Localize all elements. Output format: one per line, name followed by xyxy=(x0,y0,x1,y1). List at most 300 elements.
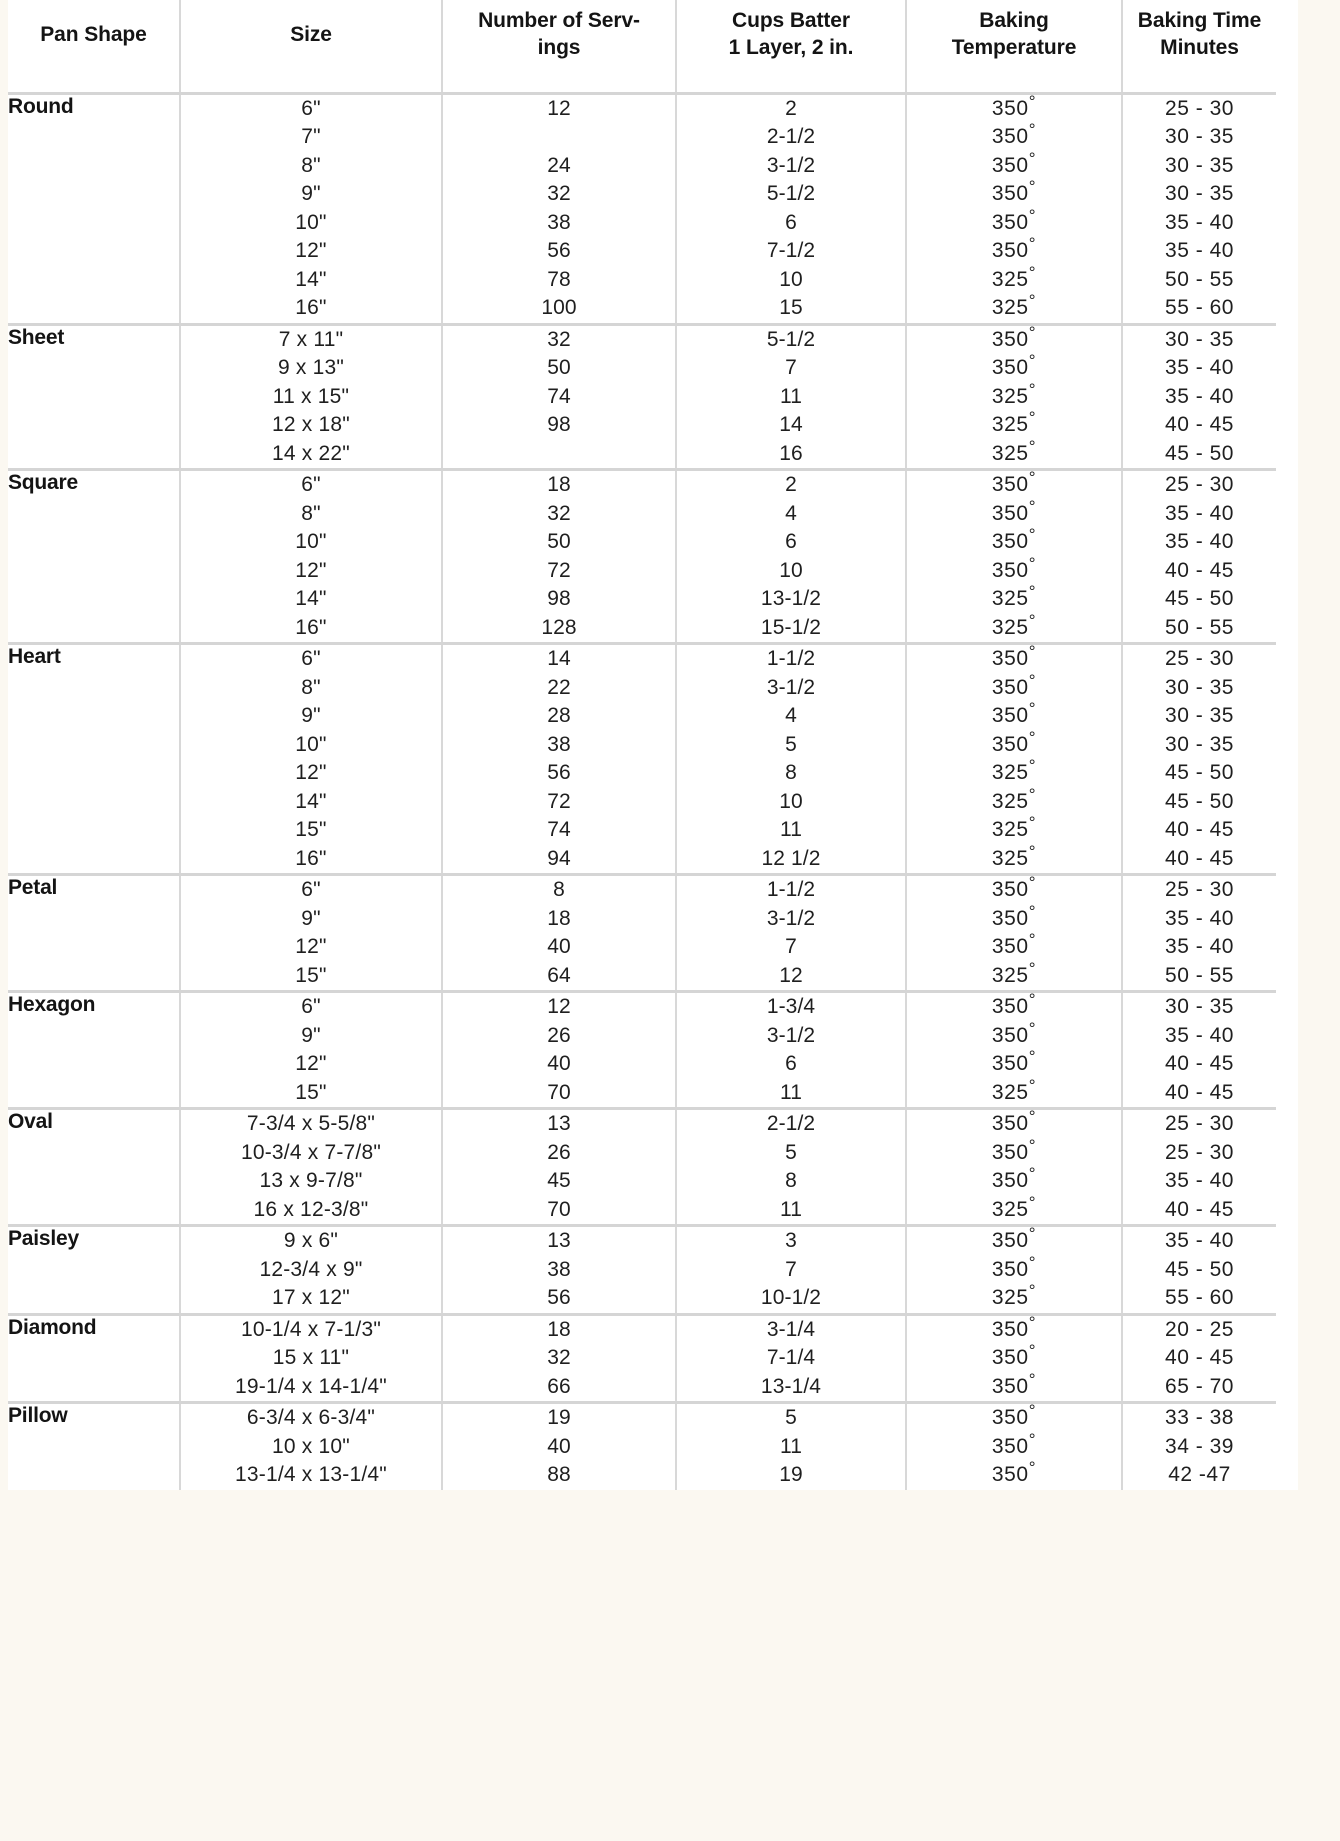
servings-value xyxy=(443,440,675,469)
baking-time-value-group xyxy=(1122,875,1276,992)
baking-time-value: 45 - 50 xyxy=(1165,441,1234,465)
cups-batter-value: 5-1/2 xyxy=(766,182,816,206)
size-value: 9" xyxy=(301,182,321,206)
servings-value: 32 xyxy=(547,1346,571,1370)
degree-symbol-icon: ° xyxy=(1028,873,1037,893)
pan-shape-section xyxy=(8,644,1276,875)
servings-value-group xyxy=(442,644,676,875)
servings-value: 56 xyxy=(547,1286,571,1310)
cups-batter-value: 5 xyxy=(785,732,797,756)
degree-symbol-icon: ° xyxy=(1028,784,1037,804)
cups-batter-value: 3-1/4 xyxy=(766,1317,816,1341)
servings-value: 19 xyxy=(547,1406,571,1430)
baking-time-value: 50 - 55 xyxy=(1165,963,1234,987)
servings-value-group xyxy=(442,324,676,470)
size-value: 9" xyxy=(301,906,321,930)
baking-temperature-value-group xyxy=(906,644,1122,875)
degree-symbol-icon: ° xyxy=(1028,379,1037,399)
servings-value: 98 xyxy=(547,587,571,611)
size-value: 9" xyxy=(301,1023,321,1047)
baking-time-value-group xyxy=(1122,1109,1276,1226)
baking-temperature-value-group xyxy=(906,93,1122,324)
pan-shape-section xyxy=(8,324,1276,470)
degree-symbol-icon: ° xyxy=(1028,1164,1037,1184)
baking-temperature-value: 325° xyxy=(991,1075,1037,1104)
degree-symbol-icon: ° xyxy=(1028,120,1037,140)
baking-time-value: 50 - 55 xyxy=(1165,615,1234,639)
size-value: 17 x 12" xyxy=(272,1286,350,1310)
baking-temperature-value: 350° xyxy=(991,642,1037,671)
baking-time-value: 35 - 40 xyxy=(1165,356,1234,380)
size-value: 19-1/4 x 14-1/4" xyxy=(235,1374,387,1398)
degree-symbol-icon: ° xyxy=(1028,1047,1037,1067)
cups-batter-value: 5-1/2 xyxy=(766,327,816,351)
cups-batter-value-group xyxy=(676,1314,906,1403)
column-header-servings-line2: ings xyxy=(537,35,581,59)
baking-time-value: 35 - 40 xyxy=(1165,1229,1234,1253)
degree-symbol-icon: ° xyxy=(1028,930,1037,950)
column-header-servings-line1: Number of Serv- xyxy=(478,9,640,32)
size-value: 14" xyxy=(295,267,327,291)
baking-temperature-value: 350° xyxy=(991,1312,1037,1341)
servings-value: 38 xyxy=(547,1257,571,1281)
size-value: 15" xyxy=(295,1080,327,1104)
cups-batter-value-group xyxy=(676,1226,906,1315)
cups-batter-value: 7 xyxy=(785,935,797,959)
cups-batter-value: 5 xyxy=(785,1406,797,1430)
cake-pan-baking-chart xyxy=(8,0,1276,1490)
baking-temperature-value: 350° xyxy=(991,468,1037,497)
baking-temperature-value: 350° xyxy=(991,1224,1037,1253)
servings-value-group xyxy=(442,1314,676,1403)
baking-time-value: 40 - 45 xyxy=(1165,1052,1234,1076)
degree-symbol-icon: ° xyxy=(1028,1429,1037,1449)
cups-batter-value-group xyxy=(676,644,906,875)
cups-batter-value: 11 xyxy=(780,1434,802,1458)
cups-batter-value: 19 xyxy=(779,1463,803,1487)
size-value: 15" xyxy=(295,818,327,842)
baking-time-value: 35 - 40 xyxy=(1165,384,1234,408)
size-value-group xyxy=(180,644,442,875)
baking-time-value-group xyxy=(1122,93,1276,324)
degree-symbol-icon: ° xyxy=(1028,1018,1037,1038)
baking-time-value: 45 - 50 xyxy=(1165,1257,1234,1281)
cups-batter-value: 11 xyxy=(780,1080,802,1104)
baking-temperature-value: 325° xyxy=(991,1281,1037,1310)
size-value-group xyxy=(180,93,442,324)
cups-batter-value: 13-1/2 xyxy=(760,587,822,611)
pan-shape-label: Paisley xyxy=(8,1226,180,1315)
degree-symbol-icon: ° xyxy=(1028,582,1037,602)
servings-value: 72 xyxy=(547,789,571,813)
baking-temperature-value: 325° xyxy=(991,958,1037,987)
column-header-temp-line1: Baking xyxy=(979,9,1049,32)
baking-temperature-value: 325° xyxy=(991,262,1037,291)
cups-batter-value: 8 xyxy=(785,1169,797,1193)
degree-symbol-icon: ° xyxy=(1028,525,1037,545)
size-value: 8" xyxy=(301,501,321,525)
cups-batter-value: 13-1/4 xyxy=(760,1374,822,1398)
size-value: 13-1/4 x 13-1/4" xyxy=(235,1463,387,1487)
cups-batter-value: 6 xyxy=(785,210,797,234)
servings-value: 8 xyxy=(553,878,565,902)
cups-batter-value: 4 xyxy=(785,501,797,525)
servings-value: 66 xyxy=(547,1374,571,1398)
size-value: 15 x 11" xyxy=(272,1346,350,1370)
cups-batter-value: 10-1/2 xyxy=(760,1286,822,1310)
baking-time-value: 45 - 50 xyxy=(1165,789,1234,813)
baking-time-value: 35 - 40 xyxy=(1165,1023,1234,1047)
pan-shape-label: Diamond xyxy=(8,1314,180,1403)
degree-symbol-icon: ° xyxy=(1028,351,1037,371)
baking-time-value: 34 - 39 xyxy=(1165,1434,1234,1458)
degree-symbol-icon: ° xyxy=(1028,610,1037,630)
baking-temperature-value: 350° xyxy=(991,553,1037,582)
size-value: 10-3/4 x 7-7/8" xyxy=(240,1140,382,1164)
servings-value: 94 xyxy=(547,846,571,870)
baking-temperature-value: 350° xyxy=(991,351,1037,380)
size-value-group xyxy=(180,1403,442,1490)
baking-time-value: 35 - 40 xyxy=(1165,1169,1234,1193)
baking-temperature-value: 350° xyxy=(991,1458,1037,1487)
baking-time-value-group xyxy=(1122,644,1276,875)
cups-batter-value: 6 xyxy=(785,1052,797,1076)
size-value: 6" xyxy=(301,647,321,671)
servings-value: 26 xyxy=(547,1023,571,1047)
baking-time-value: 30 - 35 xyxy=(1165,327,1234,351)
baking-temperature-value: 350° xyxy=(991,1135,1037,1164)
degree-symbol-icon: ° xyxy=(1028,1075,1037,1095)
size-value: 12" xyxy=(295,239,327,263)
size-value: 10" xyxy=(295,732,327,756)
baking-temperature-value-group xyxy=(906,1109,1122,1226)
column-header-cups-line1: Cups Batter xyxy=(732,9,850,32)
pan-shape-label: Round xyxy=(8,93,180,324)
servings-value: 74 xyxy=(547,818,571,842)
cups-batter-value: 1-1/2 xyxy=(766,878,816,902)
cups-batter-value-group xyxy=(676,875,906,992)
size-value: 14 x 22" xyxy=(272,441,350,465)
servings-value: 40 xyxy=(547,935,571,959)
servings-value: 18 xyxy=(547,906,571,930)
degree-symbol-icon: ° xyxy=(1028,841,1037,861)
servings-value-group xyxy=(442,992,676,1109)
baking-time-value: 30 - 35 xyxy=(1165,995,1234,1019)
degree-symbol-icon: ° xyxy=(1028,291,1037,311)
column-header-cups-line2: 1 Layer, 2 in. xyxy=(728,35,854,59)
degree-symbol-icon: ° xyxy=(1028,1281,1037,1301)
baking-time-value: 55 - 60 xyxy=(1165,296,1234,320)
cups-batter-value: 2 xyxy=(785,473,797,497)
baking-time-value: 35 - 40 xyxy=(1165,210,1234,234)
size-value: 7-3/4 x 5-5/8" xyxy=(246,1112,376,1136)
degree-symbol-icon: ° xyxy=(1028,699,1037,719)
size-value: 10" xyxy=(295,530,327,554)
baking-time-value-group xyxy=(1122,470,1276,644)
pan-shape-section xyxy=(8,875,1276,992)
baking-temperature-value: 325° xyxy=(991,379,1037,408)
pan-shape-section xyxy=(8,93,1276,324)
cups-batter-value-group xyxy=(676,470,906,644)
cups-batter-value: 5 xyxy=(785,1140,797,1164)
size-value: 12" xyxy=(295,761,327,785)
degree-symbol-icon: ° xyxy=(1028,1369,1037,1389)
cups-batter-value: 6 xyxy=(785,530,797,554)
servings-value: 88 xyxy=(547,1463,571,1487)
baking-time-value: 45 - 50 xyxy=(1165,761,1234,785)
servings-value: 74 xyxy=(547,384,571,408)
size-value: 7 x 11" xyxy=(278,327,344,351)
size-value: 12" xyxy=(295,558,327,582)
degree-symbol-icon: ° xyxy=(1028,91,1037,111)
degree-symbol-icon: ° xyxy=(1028,990,1037,1010)
cups-batter-value: 10 xyxy=(779,267,803,291)
cups-batter-value: 12 xyxy=(779,963,803,987)
degree-symbol-icon: ° xyxy=(1028,1135,1037,1155)
servings-value: 45 xyxy=(547,1169,571,1193)
baking-temperature-value: 350° xyxy=(991,1401,1037,1430)
servings-value: 38 xyxy=(547,210,571,234)
baking-time-value: 30 - 35 xyxy=(1165,153,1234,177)
size-value-group xyxy=(180,470,442,644)
size-value: 14" xyxy=(295,789,327,813)
baking-time-value: 40 - 45 xyxy=(1165,818,1234,842)
baking-time-value: 30 - 35 xyxy=(1165,675,1234,699)
baking-time-value: 25 - 30 xyxy=(1165,878,1234,902)
servings-value: 18 xyxy=(547,1317,571,1341)
cups-batter-value-group xyxy=(676,992,906,1109)
degree-symbol-icon: ° xyxy=(1028,205,1037,225)
column-header-time-line2: Minutes xyxy=(1160,35,1239,59)
baking-temperature-value: 350° xyxy=(991,1018,1037,1047)
cups-batter-value: 7-1/2 xyxy=(766,239,816,263)
cups-batter-value: 14 xyxy=(779,413,803,437)
baking-temperature-value: 350° xyxy=(991,930,1037,959)
baking-time-value: 35 - 40 xyxy=(1165,935,1234,959)
size-value-group xyxy=(180,992,442,1109)
servings-value: 56 xyxy=(547,239,571,263)
baking-temperature-value: 350° xyxy=(991,120,1037,149)
baking-temperature-value: 325° xyxy=(991,436,1037,465)
cups-batter-value: 11 xyxy=(780,384,802,408)
servings-value: 24 xyxy=(547,153,571,177)
cups-batter-value: 3-1/2 xyxy=(766,1023,816,1047)
baking-time-value: 40 - 45 xyxy=(1165,413,1234,437)
servings-value: 40 xyxy=(547,1052,571,1076)
cups-batter-value: 4 xyxy=(785,704,797,728)
size-value-group xyxy=(180,875,442,992)
cups-batter-value: 3-1/2 xyxy=(766,153,816,177)
baking-temperature-value: 325° xyxy=(991,813,1037,842)
degree-symbol-icon: ° xyxy=(1028,1458,1037,1478)
baking-temperature-value: 350° xyxy=(991,1164,1037,1193)
servings-value: 13 xyxy=(547,1229,571,1253)
baking-temperature-value-group xyxy=(906,1226,1122,1315)
degree-symbol-icon: ° xyxy=(1028,496,1037,516)
size-value-group xyxy=(180,1314,442,1403)
baking-time-value: 25 - 30 xyxy=(1165,1140,1234,1164)
baking-temperature-value: 325° xyxy=(991,582,1037,611)
baking-time-value: 40 - 45 xyxy=(1165,1346,1234,1370)
cups-batter-value: 10 xyxy=(779,558,803,582)
cups-batter-value: 7-1/4 xyxy=(766,1346,816,1370)
baking-time-value: 35 - 40 xyxy=(1165,530,1234,554)
baking-time-value: 25 - 30 xyxy=(1165,96,1234,120)
servings-value: 72 xyxy=(547,558,571,582)
baking-temperature-value-group xyxy=(906,1314,1122,1403)
degree-symbol-icon: ° xyxy=(1028,234,1037,254)
size-value: 8" xyxy=(301,153,321,177)
servings-value: 12 xyxy=(547,96,571,120)
baking-time-value: 40 - 45 xyxy=(1165,1080,1234,1104)
servings-value: 70 xyxy=(547,1080,571,1104)
baking-time-value: 33 - 38 xyxy=(1165,1406,1234,1430)
size-value: 7" xyxy=(301,125,321,149)
baking-temperature-value: 350° xyxy=(991,205,1037,234)
baking-temperature-value: 325° xyxy=(991,291,1037,320)
cups-batter-value: 7 xyxy=(785,356,797,380)
degree-symbol-icon: ° xyxy=(1028,813,1037,833)
baking-temperature-value: 350° xyxy=(991,1369,1037,1398)
servings-value: 13 xyxy=(547,1112,571,1136)
size-value: 6" xyxy=(301,473,321,497)
baking-temperature-value: 350° xyxy=(991,670,1037,699)
size-value: 8" xyxy=(301,675,321,699)
baking-time-value-group xyxy=(1122,324,1276,470)
pan-shape-section xyxy=(8,470,1276,644)
servings-value: 56 xyxy=(547,761,571,785)
degree-symbol-icon: ° xyxy=(1028,468,1037,488)
degree-symbol-icon: ° xyxy=(1028,177,1037,197)
servings-value: 38 xyxy=(547,732,571,756)
baking-temperature-value: 350° xyxy=(991,322,1037,351)
table-body xyxy=(8,93,1276,1490)
pan-shape-label: Pillow xyxy=(8,1403,180,1490)
baking-time-value-group xyxy=(1122,992,1276,1109)
servings-value: 22 xyxy=(547,675,571,699)
degree-symbol-icon: ° xyxy=(1028,1107,1037,1127)
cups-batter-value-group xyxy=(676,1403,906,1490)
servings-value-group xyxy=(442,93,676,324)
cups-batter-value: 8 xyxy=(785,761,797,785)
cups-batter-value: 10 xyxy=(779,789,803,813)
baking-temperature-value: 350° xyxy=(991,148,1037,177)
servings-value-group xyxy=(442,1109,676,1226)
servings-value: 70 xyxy=(547,1197,571,1221)
baking-time-value: 55 - 60 xyxy=(1165,1286,1234,1310)
column-header-pan-shape: Pan Shape xyxy=(8,0,180,93)
baking-temperature-value: 350° xyxy=(991,873,1037,902)
size-value-group xyxy=(180,1109,442,1226)
column-header-baking-temperature xyxy=(906,0,1122,93)
degree-symbol-icon: ° xyxy=(1028,901,1037,921)
header-row xyxy=(8,0,1276,93)
column-header-baking-time xyxy=(1122,0,1276,93)
baking-time-value: 25 - 30 xyxy=(1165,473,1234,497)
pan-shape-section xyxy=(8,992,1276,1109)
size-value: 14" xyxy=(295,587,327,611)
baking-temperature-value: 325° xyxy=(991,784,1037,813)
baking-temperature-value: 350° xyxy=(991,990,1037,1019)
servings-value: 12 xyxy=(547,995,571,1019)
baking-temperature-value-group xyxy=(906,875,1122,992)
column-header-servings xyxy=(442,0,676,93)
baking-time-value: 40 - 45 xyxy=(1165,846,1234,870)
baking-time-value: 35 - 40 xyxy=(1165,501,1234,525)
cups-batter-value: 15 xyxy=(779,296,803,320)
baking-temperature-value: 350° xyxy=(991,1429,1037,1458)
pan-shape-section xyxy=(8,1403,1276,1490)
baking-time-value: 30 - 35 xyxy=(1165,704,1234,728)
degree-symbol-icon: ° xyxy=(1028,1192,1037,1212)
servings-value: 32 xyxy=(547,327,571,351)
cups-batter-value: 11 xyxy=(780,818,802,842)
baking-temperature-value-group xyxy=(906,992,1122,1109)
size-value: 6" xyxy=(301,96,321,120)
cups-batter-value: 3-1/2 xyxy=(766,675,816,699)
size-value: 12" xyxy=(295,1052,327,1076)
cups-batter-value: 1-1/2 xyxy=(766,647,816,671)
baking-temperature-value: 350° xyxy=(991,1047,1037,1076)
cups-batter-value: 3-1/2 xyxy=(766,906,816,930)
degree-symbol-icon: ° xyxy=(1028,642,1037,662)
servings-value: 50 xyxy=(547,530,571,554)
size-value: 16" xyxy=(295,846,327,870)
size-value: 13 x 9-7/8" xyxy=(259,1169,363,1193)
baking-time-value: 30 - 35 xyxy=(1165,125,1234,149)
pan-shape-label: Heart xyxy=(8,644,180,875)
cups-batter-value: 2-1/2 xyxy=(766,1112,816,1136)
servings-value: 98 xyxy=(547,413,571,437)
baking-temperature-value-group xyxy=(906,470,1122,644)
baking-time-value: 50 - 55 xyxy=(1165,267,1234,291)
baking-temperature-value: 350° xyxy=(991,177,1037,206)
servings-value: 26 xyxy=(547,1140,571,1164)
servings-value: 14 xyxy=(547,647,571,671)
baking-time-value: 25 - 30 xyxy=(1165,1112,1234,1136)
servings-value-group xyxy=(442,875,676,992)
servings-value: 18 xyxy=(547,473,571,497)
degree-symbol-icon: ° xyxy=(1028,322,1037,342)
servings-value: 128 xyxy=(541,615,577,639)
servings-value: 78 xyxy=(547,267,571,291)
pan-shape-label: Oval xyxy=(8,1109,180,1226)
degree-symbol-icon: ° xyxy=(1028,756,1037,776)
baking-time-value: 45 - 50 xyxy=(1165,587,1234,611)
degree-symbol-icon: ° xyxy=(1028,727,1037,747)
cups-batter-value: 12 1/2 xyxy=(761,846,821,870)
cups-batter-value-group xyxy=(676,1109,906,1226)
pan-shape-section xyxy=(8,1109,1276,1226)
size-value: 10" xyxy=(295,210,327,234)
servings-value-group xyxy=(442,1403,676,1490)
baking-time-value: 30 - 35 xyxy=(1165,182,1234,206)
size-value: 12 x 18" xyxy=(272,413,350,437)
servings-value: 32 xyxy=(547,182,571,206)
baking-temperature-value: 350° xyxy=(991,496,1037,525)
servings-value: 50 xyxy=(547,356,571,380)
baking-time-value: 20 - 25 xyxy=(1165,1317,1234,1341)
size-value: 10-1/4 x 7-1/3" xyxy=(240,1317,382,1341)
pan-shape-label: Petal xyxy=(8,875,180,992)
baking-temperature-value: 350° xyxy=(991,91,1037,120)
column-header-size: Size xyxy=(180,0,442,93)
degree-symbol-icon: ° xyxy=(1028,262,1037,282)
cups-batter-value-group xyxy=(676,324,906,470)
baking-time-value: 40 - 45 xyxy=(1165,558,1234,582)
size-value-group xyxy=(180,1226,442,1315)
size-value: 15" xyxy=(295,963,327,987)
